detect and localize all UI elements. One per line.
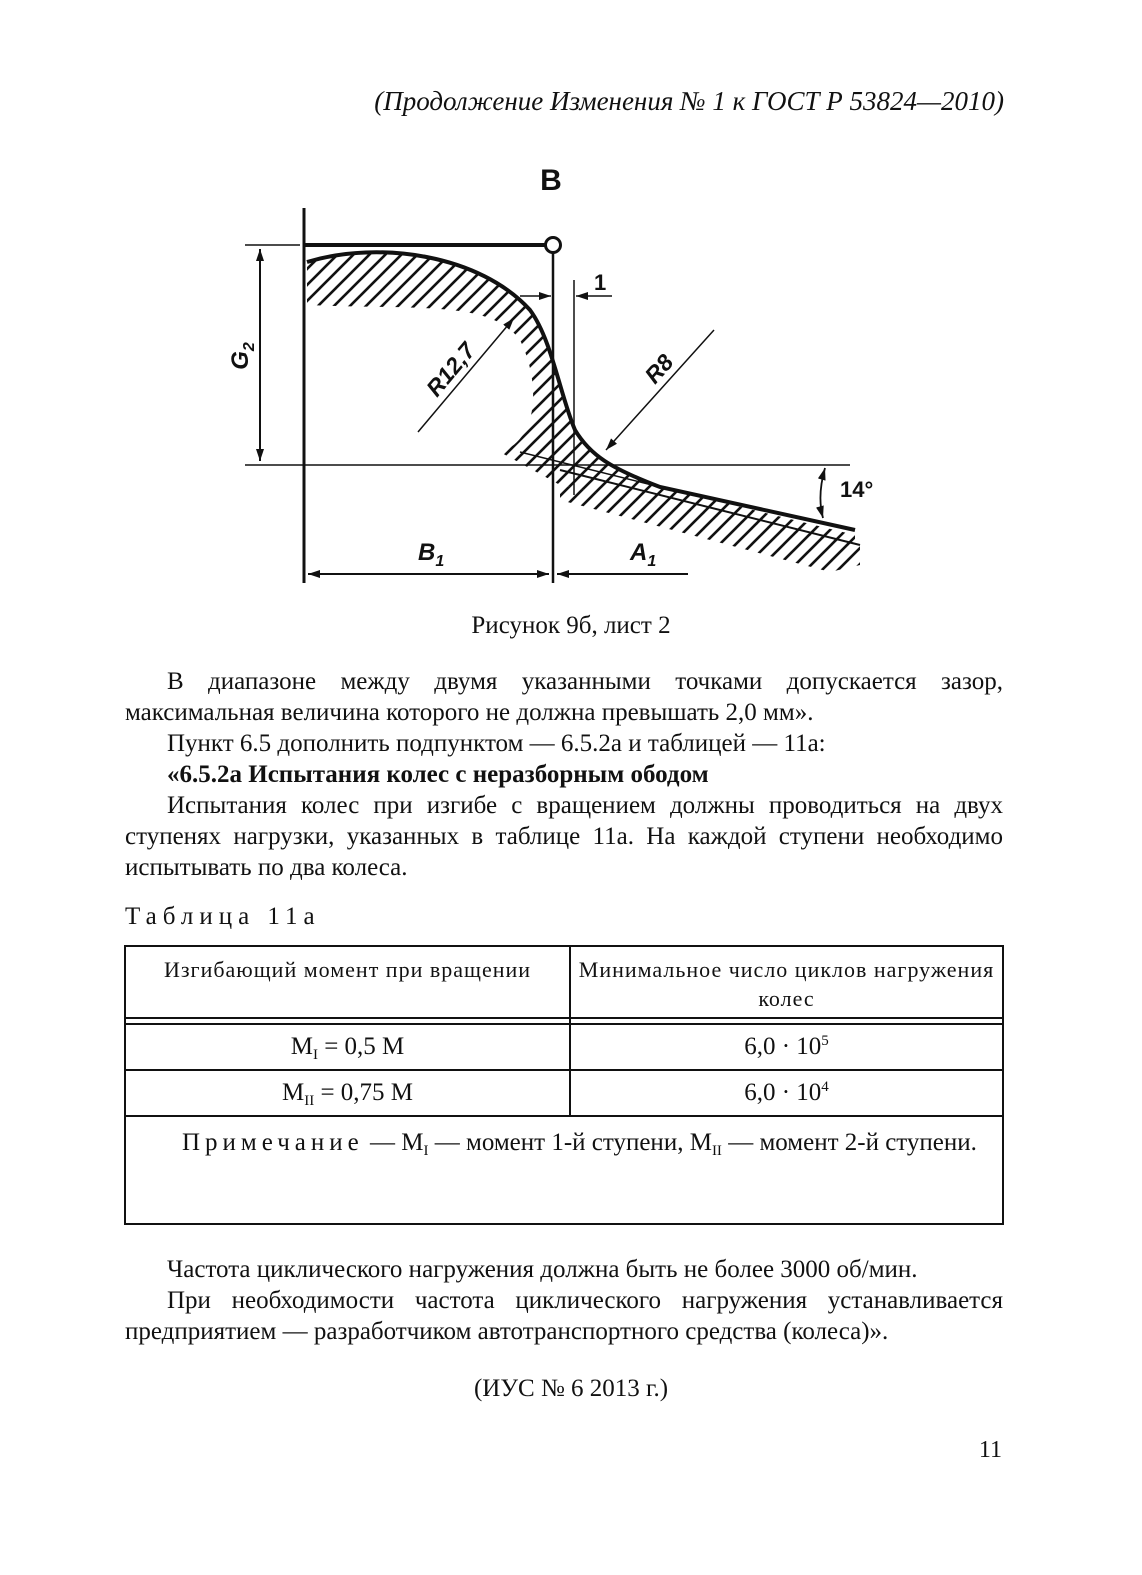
figure-caption: Рисунок 9б, лист 2 — [471, 612, 671, 639]
note-label: Примечание — [182, 1129, 364, 1156]
dim-a1 — [629, 539, 656, 570]
moment-cell: $M_I = 0,5$ M — [125, 1024, 570, 1070]
paragraph-gap: В диапазоне между двумя указанными точками допускается зазор, максимальная величина которого не должна превышать 2,0 мм». — [125, 668, 1003, 726]
dim-g2-letter: G — [227, 351, 254, 370]
dim-g2 — [227, 342, 258, 370]
table-11a — [124, 945, 1004, 1225]
dim-r12-7: R12,7 — [420, 337, 481, 402]
dim-angle: 14° — [840, 477, 874, 502]
cycles-cell: $6,0 \cdot 10^5$ — [570, 1024, 1003, 1070]
view-label: B — [540, 164, 562, 197]
dim-g2-sub: 2 — [241, 342, 258, 352]
table-title: Таблица 11а — [125, 903, 321, 930]
ius-reference: (ИУС № 6 2013 г.) — [473, 1375, 669, 1402]
table-row — [125, 1024, 1003, 1070]
subclause-heading: «6.5.2а Испытания колес с неразборным ободом — [167, 761, 709, 788]
paragraph-frequency: Частота циклического нагружения должна быть не более 3000 об/мин. — [167, 1256, 918, 1283]
paragraph-addition: Пункт 6.5 дополнить подпунктом — 6.5.2а и таблицей — 11а: — [167, 730, 826, 757]
cycles-cell: $6,0 \cdot 10^4$ — [570, 1070, 1003, 1116]
paragraph-manufacturer: При необходимости частота циклического нагружения устанавливается предприятием — разработчиком автотранспортного средства (колеса)». — [125, 1287, 1003, 1345]
footer-text — [125, 1254, 1003, 1347]
header-moment: Изгибающий момент при вращении — [125, 946, 570, 1018]
page-header: (Продолжение Изменения № 1 к ГОСТ Р 53824—2010) — [374, 86, 1004, 116]
table-note: Примечание — $M_I$ — момент 1-й ступени, $M_{II}$ — момент 2-й ступени. — [125, 1116, 1003, 1224]
figure-9b-sheet-2 — [180, 150, 900, 600]
dim-gap: 1 — [594, 270, 607, 295]
dim-a1-letter: A — [630, 539, 648, 566]
reference-point — [546, 238, 561, 253]
paragraph-tests: Испытания колес при изгибе с вращением должны проводиться на двух ступенях нагрузки, указанных в таблице 11а. На каждой ступени необходимо испытывать по два колеса. — [125, 792, 1003, 881]
dim-b1-letter: B — [418, 539, 436, 566]
dim-b1-sub: 1 — [435, 553, 445, 570]
moment-cell: $M_{II} = 0,75$ M — [125, 1070, 570, 1116]
header-cycles: Минимальное число циклов нагружения колес — [570, 946, 1003, 1018]
dim-b1 — [418, 539, 444, 570]
body-text — [125, 666, 1003, 883]
dim-a1-sub: 1 — [647, 553, 657, 570]
page-number: 11 — [978, 1437, 1002, 1463]
dim-r8: R8 — [639, 349, 679, 389]
table-row — [125, 1070, 1003, 1116]
